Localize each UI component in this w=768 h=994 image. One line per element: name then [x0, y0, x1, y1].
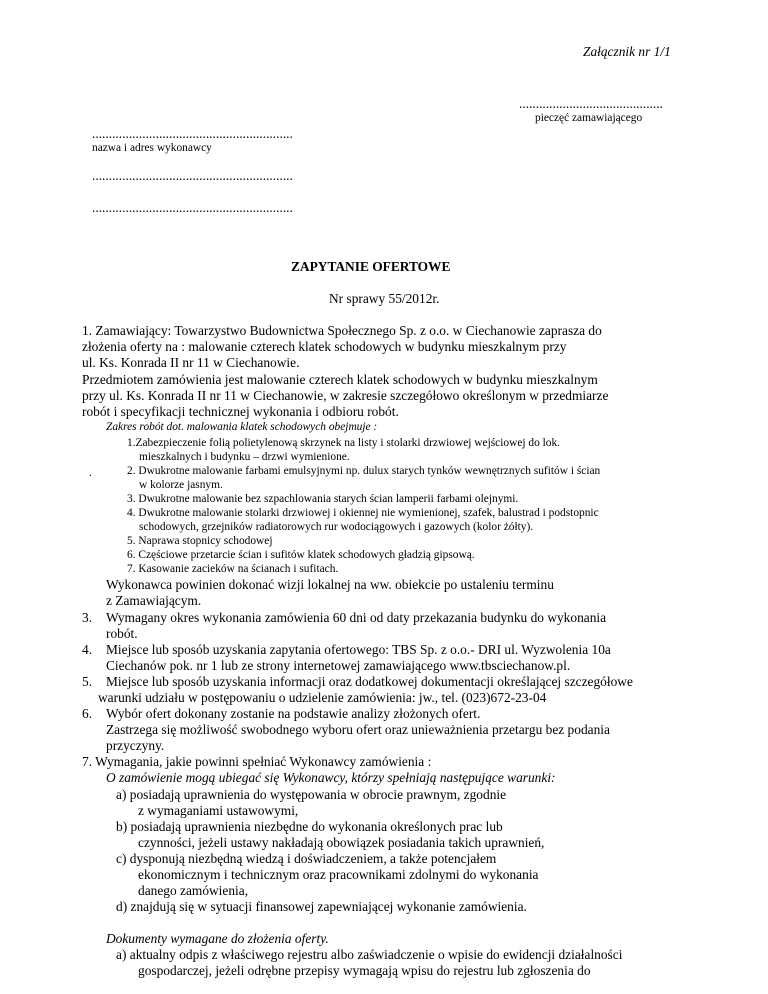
condition-item: d) znajdują się w sytuacji finansowej zapewniającej wykonanie zamówienia. — [116, 899, 527, 914]
intro-line: złożenia oferty na : malowanie czterech klatek schodowych w budynku mieszkalnym przy — [82, 339, 567, 354]
contractor-dots-2: ............................................................ — [92, 168, 293, 183]
scope-item: w kolorze jasnym. — [139, 479, 223, 491]
scope-item: 6. Częściowe przetarcie ścian i sufitów klatek schodowych gładzią gipsową. — [127, 549, 475, 561]
document-item: a) aktualny odpis z właściwego rejestru albo zaświadczenie o wpisie do ewidencji działalności — [116, 947, 623, 962]
intro-line: 1. Zamawiający: Towarzystwo Budownictwa Społecznego Sp. z o.o. w Ciechanowie zaprasza do — [82, 323, 602, 338]
point-number: 5. — [82, 674, 93, 689]
point-text: Ciechanów pok. nr 1 lub ze strony internetowej zamawiającego www.tbsciechanow.pl. — [106, 658, 571, 673]
point-text: Zastrzega się możliwość swobodnego wyboru ofert oraz unieważnienia przetargu bez podania — [106, 722, 610, 737]
point-text: z Zamawiającym. — [106, 593, 202, 608]
condition-item: ekonomicznym i technicznym oraz pracownikami zdolnymi do wykonania — [138, 867, 539, 882]
point-text: Miejsce lub sposób uzyskania zapytania ofertowego: TBS Sp. z o.o.- DRI ul. Wyzwolenia 10a — [106, 642, 611, 657]
scope-item: 4. Dwukrotne malowanie stolarki drzwiowej i okiennej nie wymienionej, szafek, balustrad i podstopnic — [127, 507, 599, 519]
point-text: 7. Wymagania, jakie powinni spełniać Wykonawcy zamówienia : — [82, 754, 432, 769]
scope-item: mieszkalnych i budynku – drzwi wymienione. — [139, 451, 350, 463]
condition-item: c) dysponują niezbędną wiedzą i doświadczeniem, a także potencjałem — [116, 851, 497, 866]
point-text: Wymagany okres wykonania zamówienia 60 dni od daty przekazania budynku do wykonania — [106, 610, 607, 625]
condition-item: czynności, jeżeli ustawy nakładają obowiązek posiadania takich uprawnień, — [138, 835, 545, 850]
point-text: Wybór ofert dokonany zostanie na podstawie analizy złożonych ofert. — [106, 706, 481, 721]
condition-item: danego zamówienia, — [138, 883, 249, 898]
scope-item: 2. Dwukrotne malowanie farbami emulsyjnymi np. dulux starych tynków wewnętrznych sufitów i ścian — [127, 465, 601, 477]
document-title: ZAPYTANIE OFERTOWE — [291, 259, 451, 274]
condition-item: a) posiadają uprawnienia do występowania w obrocie prawnym, zgodnie — [116, 787, 507, 802]
intro-line: ul. Ks. Konrada II nr 11 w Ciechanowie. — [82, 355, 300, 370]
intro-line: robót i specyfikacji technicznej wykonania i odbioru robót. — [82, 404, 399, 419]
document-item: gospodarczej, jeżeli odrębne przepisy wymagają wpisu do rejestru lub zgłoszenia do — [138, 963, 591, 978]
scope-margin-mark: . — [89, 467, 92, 479]
condition-item: b) posiadają uprawnienia niezbędne do wykonania określonych prac lub — [116, 819, 503, 834]
point-number: 6. — [82, 706, 93, 721]
stamp-label: pieczęć zamawiającego — [535, 112, 643, 124]
scope-item: schodowych, grzejników radiatorowych rur wodociągowych i gazowych (kolor żółty). — [139, 521, 534, 533]
scope-heading: Zakres robót dot. malowania klatek schodowych obejmuje : — [106, 421, 378, 433]
conditions-heading: O zamówienie mogą ubiegać się Wykonawcy, którzy spełniają następujące warunki: — [106, 770, 556, 785]
scope-item: 7. Kasowanie zacieków na ścianach i sufitach. — [127, 563, 339, 575]
contractor-dots-1: ............................................................ — [92, 126, 293, 141]
intro-line: przy ul. Ks. Konrada II nr 11 w Ciechanowie, w zakresie szczegółowo określonym w przedmiarze — [82, 388, 609, 403]
point-text: warunki udziału w postępowaniu o udzielenie zamówienia: jw., tel. (023)672-23-04 — [98, 690, 547, 705]
point-text: przyczyny. — [106, 738, 165, 753]
stamp-dots: ........................................... — [519, 96, 663, 111]
contractor-label: nazwa i adres wykonawcy — [92, 142, 212, 154]
scope-item: 1.Zabezpieczenie folią polietylenową skrzynek na listy i stolarki drzwiowej wejściowej do lok. — [127, 437, 561, 449]
scope-item: 5. Naprawa stopnicy schodowej — [127, 535, 273, 547]
point-number: 4. — [82, 642, 93, 657]
condition-item: z wymaganiami ustawowymi, — [138, 803, 299, 818]
documents-heading: Dokumenty wymagane do złożenia oferty. — [106, 931, 329, 946]
point-text: Miejsce lub sposób uzyskania informacji oraz dodatkowej dokumentacji określającej szczegółowe — [106, 674, 633, 689]
case-number: Nr sprawy 55/2012r. — [329, 291, 440, 306]
intro-line: Przedmiotem zamówienia jest malowanie czterech klatek schodowych w budynku mieszkalnym — [82, 372, 598, 387]
point-text: robót. — [106, 626, 138, 641]
point-number: 3. — [82, 610, 93, 625]
scope-item: 3. Dwukrotne malowanie bez szpachlowania starych ścian lamperii farbami olejnymi. — [127, 493, 519, 505]
attachment-label: Załącznik nr 1/1 — [583, 44, 671, 59]
point-text: Wykonawca powinien dokonać wizji lokalnej na ww. obiekcie po ustaleniu terminu — [106, 577, 554, 592]
contractor-dots-3: ............................................................ — [92, 200, 293, 215]
